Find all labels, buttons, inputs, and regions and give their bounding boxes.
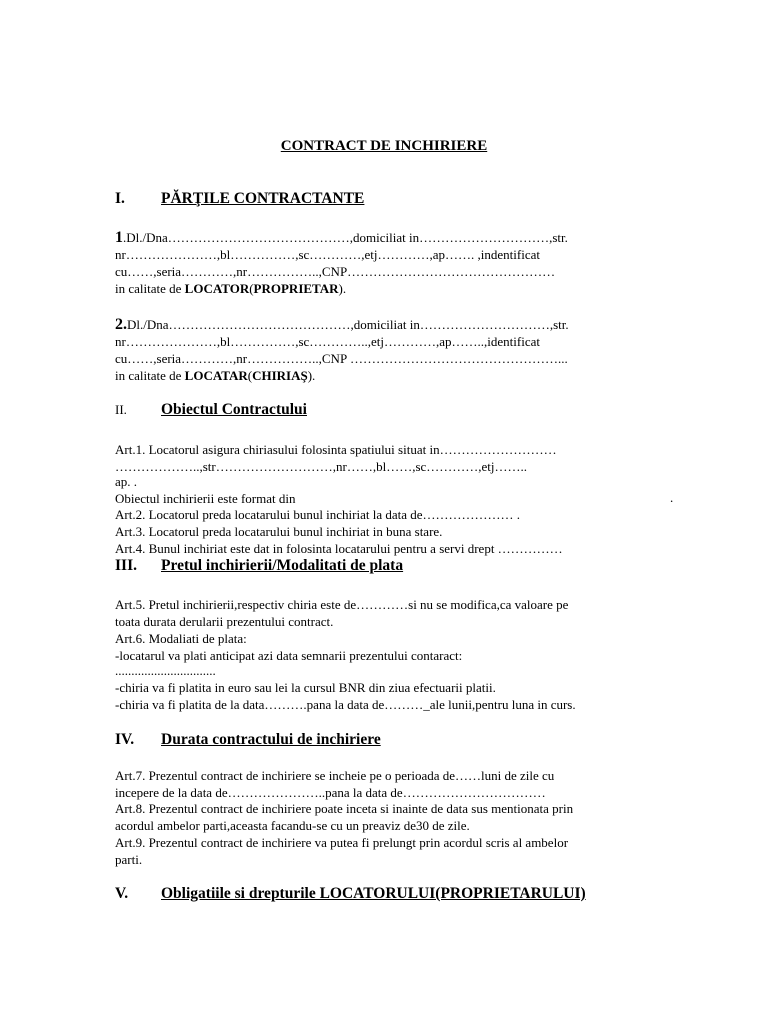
art-1-line-3: ap. .	[115, 474, 138, 489]
section-number: I.	[115, 190, 125, 207]
art-6: Art.6. Modaliati de plata:	[115, 631, 247, 646]
payment-mode-1: -locatarul va plati anticipat azi data semnarii prezentului contaract:	[115, 648, 463, 663]
section-title: Obligatiile si drepturile LOCATORULUI(PROPRIETARULUI)	[161, 885, 586, 902]
section-title: Pretul inchirierii/Modalitati de plata	[161, 557, 404, 574]
art-4: Art.4. Bunul inchiriat este dat in folosinta locatarului pentru a servi drept ……………	[115, 541, 563, 556]
party-1-role: in calitate de LOCATOR(PROPRIETAR).	[115, 281, 347, 296]
section-title: PĂRŢILE CONTRACTANTE	[161, 190, 365, 207]
obiect-line-end: .	[670, 490, 674, 505]
section-title: Obiectul Contractului	[161, 401, 307, 418]
art-1-line-1: Art.1. Locatorul asigura chiriasului folosinta spatiului situat in………………………	[115, 442, 557, 457]
section-number: II.	[115, 402, 127, 417]
obiect-line: Obiectul inchirierii este format din	[115, 491, 296, 506]
party-2-line-1: 2.Dl./Dna……………………………………,domiciliat in…………………………,str.	[115, 316, 569, 333]
art-1-line-2: ………………..,str………………………,nr……,bl……,sc…………,etj……..	[115, 459, 528, 474]
party-1-line-3: cu……,seria…………,nr……………..,CNP…………………………………………	[115, 264, 556, 279]
section-number: IV.	[115, 731, 135, 748]
section-3-heading	[115, 557, 403, 575]
art-7-line-2: incepere de la data de…………………..pana la data de……………………………	[115, 785, 546, 800]
section-1-heading	[115, 190, 364, 208]
party-1-line-1: 1.Dl./Dna……………………………………,domiciliat in…………………………,str.	[115, 229, 568, 246]
art-2: Art.2. Locatorul preda locatarului bunul inchiriat la data de………………… .	[115, 507, 521, 522]
art-3: Art.3. Locatorul preda locatarului bunul inchiriat in buna stare.	[115, 524, 443, 539]
party-1-line-2: nr…………………,bl……………,sc…………,etj…………,ap……. ,indentificat	[115, 247, 540, 262]
art-9-line-1: Art.9. Prezentul contract de inchiriere va putea fi prelungt prin acordul scris al ambelor	[115, 835, 569, 850]
art-5-line-2: toata durata derularii prezentului contract.	[115, 614, 334, 629]
section-number: V.	[115, 885, 129, 902]
section-4-heading	[115, 731, 381, 749]
party-2-line-2: nr…………………,bl……………,sc…………..,etj…………,ap……..,identificat	[115, 334, 540, 349]
party-number: 1	[115, 229, 123, 246]
art-8-line-2: acordul ambelor parti,aceasta facandu-se cu un preaviz de30 de zile.	[115, 818, 470, 833]
payment-mode-3: -chiria va fi platita de la data……….pana la data de………_ale lunii,pentru luna in curs.	[115, 697, 576, 712]
section-2-heading	[115, 401, 307, 419]
section-title: Durata contractului de inchiriere	[161, 731, 381, 748]
party-number: 2.	[115, 316, 127, 333]
payment-mode-2: -chiria va fi platita in euro sau lei la cursul BNR din ziua efectuarii platii.	[115, 680, 496, 695]
art-9-line-2: parti.	[115, 852, 143, 867]
payment-mode-1-blank: ...............................	[115, 663, 216, 678]
party-2-role: in calitate de LOCATAR(CHIRIAŞ).	[115, 368, 316, 383]
art-8-line-1: Art.8. Prezentul contract de inchiriere poate inceta si inainte de data sus mentionata prin	[115, 801, 574, 816]
section-number: III.	[115, 557, 137, 574]
document-title: CONTRACT DE INCHIRIERE	[280, 138, 488, 154]
art-7-line-1: Art.7. Prezentul contract de inchiriere se incheie pe o perioada de……luni de zile cu	[115, 768, 555, 783]
section-5-heading	[115, 885, 586, 903]
art-5-line-1: Art.5. Pretul inchirierii,respectiv chiria este de…………si nu se modifica,ca valoare pe	[115, 597, 569, 612]
party-2-line-3: cu……,seria…………,nr……………..,CNP …………………………………………...	[115, 351, 568, 366]
